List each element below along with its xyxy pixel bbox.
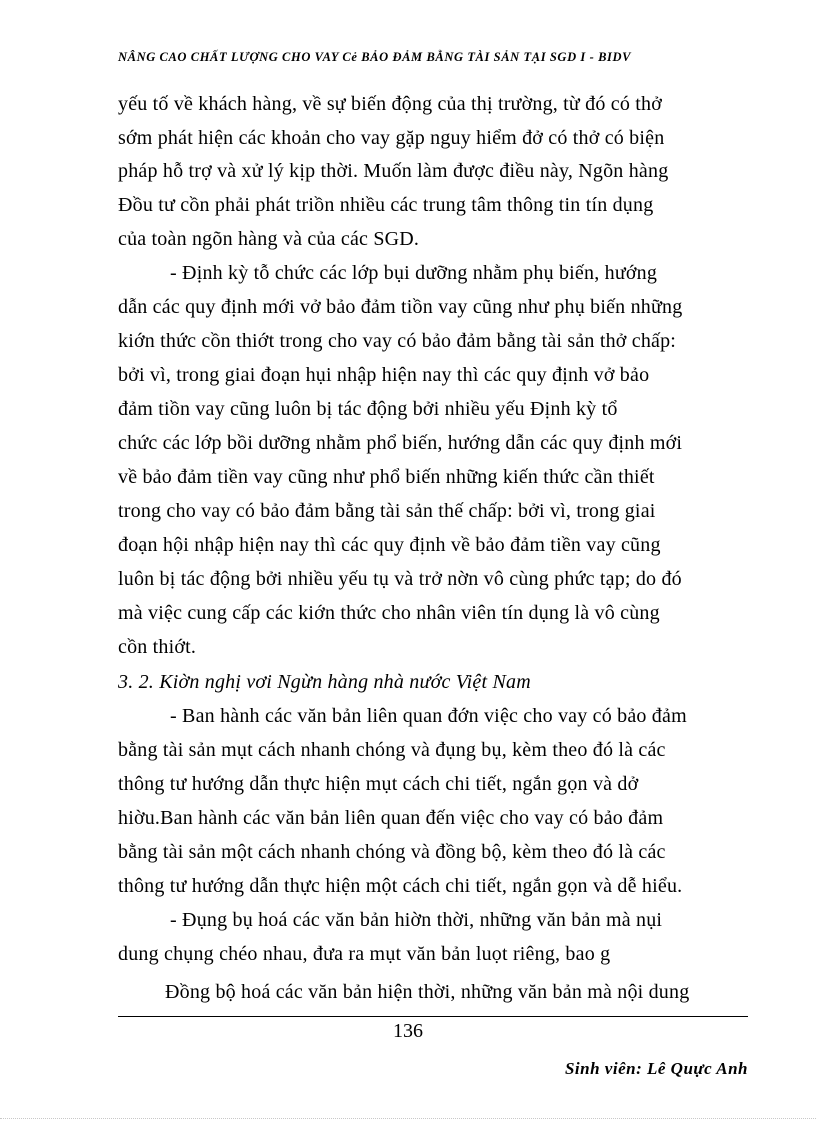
- section-line: hiờu.Ban hành các văn bản liên quan đến việc cho vay có bảo đảm: [118, 807, 664, 829]
- body-line: Đồu tư cồn phải phát triồn nhiều các trung tâm thông tin tín dụng: [118, 194, 654, 216]
- page-number: 136: [393, 1020, 423, 1042]
- body-line: yếu tố về khách hàng, về sự biến động của thị trường, từ đó có thở: [118, 93, 662, 115]
- body-line: về bảo đảm tiền vay cũng như phổ biến những kiến thức cần thiết: [118, 466, 655, 488]
- section-heading: 3. 2. Kiờn nghị vơi Ngừn hàng nhà nước Việt Nam: [118, 671, 531, 693]
- body-line: dẫn các quy định mới vở bảo đảm tiồn vay cũng như phụ biến những: [118, 296, 683, 318]
- body-line: của toàn ngõn hàng và của các SGD.: [118, 228, 420, 250]
- body-line: mà việc cung cấp các kiớn thức cho nhân viên tín dụng là vô cùng: [118, 602, 660, 624]
- footer-divider: [118, 1016, 748, 1017]
- body-line: pháp hỗ trợ và xử lý kịp thời. Muốn làm được điều này, Ngõn hàng: [118, 160, 669, 182]
- running-header: NÂNG CAO CHẤT LƯỢNG CHO VAY Cẻ BẢO ĐẢM BẰNG TÀI SẢN TẠI SGD I - BIDV: [118, 50, 632, 64]
- body-line: chức các lớp bồi dưỡng nhằm phổ biến, hướng dẫn các quy định mới: [118, 432, 683, 454]
- section-line: - Ban hành các văn bản liên quan đớn việc cho vay có bảo đảm: [170, 705, 687, 727]
- body-line: - Định kỳ tỗ chức các lớp bụi dưỡng nhằm phụ biến, hướng: [170, 262, 658, 284]
- section-line: bằng tài sản mụt cách nhanh chóng và đụng bụ, kèm theo đó là các: [118, 739, 666, 761]
- section-line: thông tư hướng dẫn thực hiện mụt cách chi tiết, ngắn gọn và dở: [118, 773, 639, 795]
- student-name: Sinh viên: Lê Quực Anh: [564, 1059, 748, 1078]
- section-line: bằng tài sản một cách nhanh chóng và đồng bộ, kèm theo đó là các: [118, 841, 666, 863]
- body-line: trong cho vay có bảo đảm bằng tài sản thế chấp: bởi vì, trong giai: [118, 500, 656, 522]
- section-line: thông tư hướng dẫn thực hiện một cách chi tiết, ngắn gọn và dễ hiểu.: [118, 875, 683, 897]
- page-edge-divider: [0, 1118, 816, 1119]
- body-line: đoạn hội nhập hiện nay thì các quy định về bảo đảm tiền vay cũng: [118, 534, 661, 556]
- section-line: Đồng bộ hoá các văn bản hiện thời, những văn bản mà nội dung: [165, 981, 690, 1003]
- body-line: sớm phát hiện các khoản cho vay gặp nguy hiểm đở có thở có biện: [118, 127, 665, 149]
- body-line: đảm tiồn vay cũng luôn bị tác động bởi nhiều yếu Định kỳ tổ: [118, 398, 618, 420]
- section-line: dung chụng chéo nhau, đưa ra mụt văn bản luọt riêng, bao g: [118, 943, 611, 965]
- section-line: - Đụng bụ hoá các văn bản hiờn thời, những văn bản mà nụi: [170, 909, 663, 931]
- body-line: bởi vì, trong giai đoạn hụi nhập hiện nay thì các quy định vở bảo: [118, 364, 650, 386]
- body-line: kiớn thức cồn thiớt trong cho vay có bảo đảm bằng tài sản thở chấp:: [118, 330, 677, 352]
- body-line: luôn bị tác động bởi nhiều yếu tụ và trở nờn vô cùng phức tạp; do đó: [118, 568, 682, 590]
- body-line: cồn thiớt.: [118, 636, 197, 658]
